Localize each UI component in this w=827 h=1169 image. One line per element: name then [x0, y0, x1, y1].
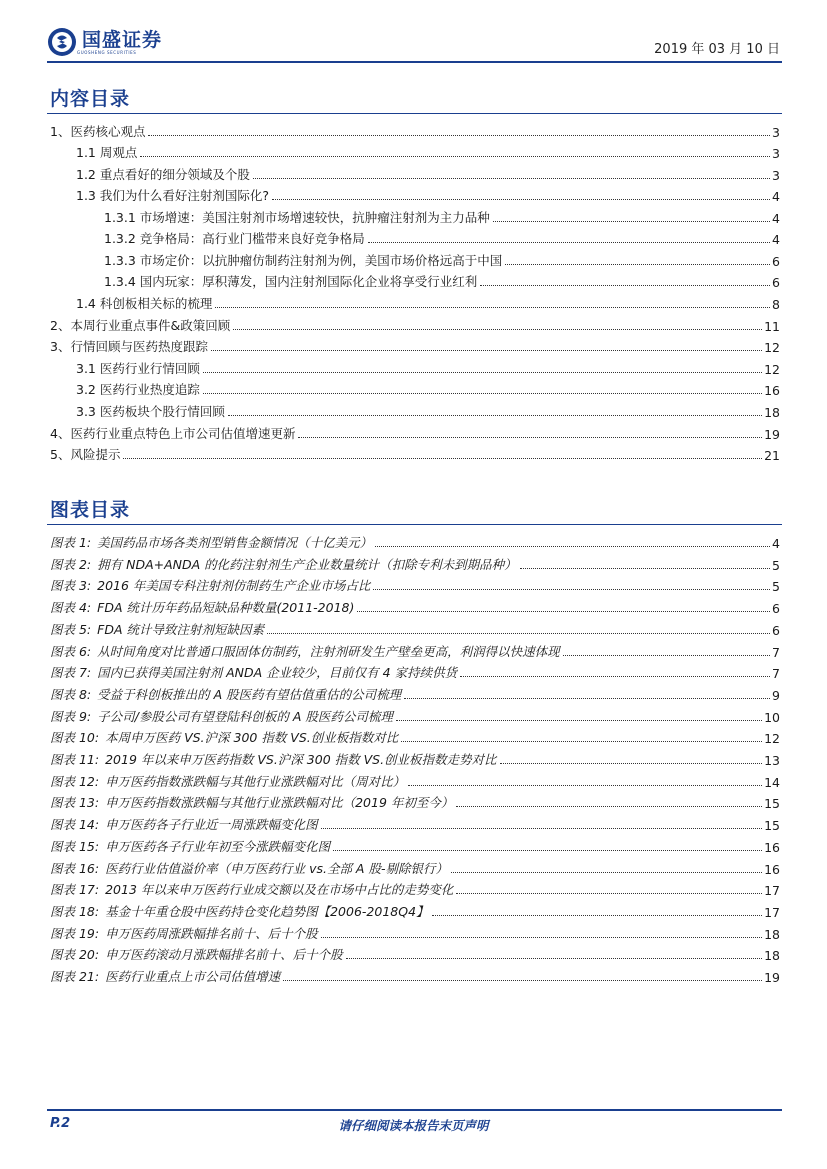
figure-leader-dots [432, 915, 763, 916]
figure-entry-page: 14 [764, 775, 780, 790]
toc-entry[interactable] [76, 163, 780, 183]
figure-entry-page: 6 [772, 623, 780, 638]
figure-leader-dots [321, 828, 762, 829]
toc-entry[interactable] [50, 443, 780, 463]
figure-label: 图表 5: [50, 622, 92, 637]
figure-entry[interactable] [50, 705, 780, 725]
figure-entry[interactable] [50, 922, 780, 942]
toc-entry-page: 4 [772, 211, 780, 226]
figure-leader-dots [346, 958, 762, 959]
figure-entry-text: 国内已获得美国注射剂 ANDA 企业较少，目前仅有 4 家持续供货 [97, 665, 458, 680]
figure-entry-page: 6 [772, 601, 780, 616]
figure-label: 图表 21: [50, 969, 100, 984]
toc-entry-text: 1.3.1 市场增速：美国注射剂市场增速较快，抗肿瘤注射剂为主力品种 [104, 210, 490, 225]
toc-entry-text: 3.3 医药板块个股行情回顾 [76, 404, 225, 419]
header-divider [47, 61, 782, 63]
figure-entry-text: 从时间角度对比普通口服固体仿制药，注射剂研发生产壁垒更高，利润得以快速体现 [97, 644, 560, 659]
figure-leader-dots [456, 806, 762, 807]
toc-entry[interactable] [76, 400, 780, 420]
figure-leader-dots [401, 741, 762, 742]
figure-leader-dots [357, 611, 770, 612]
figure-entry[interactable] [50, 900, 780, 920]
toc-leader-dots [233, 329, 762, 330]
toc-entry[interactable] [76, 378, 780, 398]
figure-entry-page: 4 [772, 536, 780, 551]
toc-entry[interactable] [76, 141, 780, 161]
figure-entry[interactable] [50, 640, 780, 660]
toc-entry-text: 2、本周行业重点事件&政策回顾 [50, 318, 231, 333]
figure-entry-page: 18 [764, 948, 780, 963]
toc-entry-text: 1.3 我们为什么看好注射剂国际化? [76, 188, 269, 203]
figure-label: 图表 1: [50, 535, 92, 550]
figure-entry-text: 本周申万医药 VS.沪深 300 指数 VS.创业板指数对比 [105, 730, 399, 745]
figure-entry-page: 18 [764, 927, 780, 942]
toc-entry-page: 12 [764, 340, 780, 355]
figure-entry-text: 申万医药滚动月涨跌幅排名前十、后十个股 [105, 947, 343, 962]
figure-entry[interactable] [50, 596, 780, 616]
figure-label: 图表 9: [50, 709, 92, 724]
toc-entry[interactable] [50, 314, 780, 334]
footer-divider [47, 1109, 782, 1111]
figure-entry[interactable] [50, 835, 780, 855]
figure-label: 图表 3: [50, 578, 92, 593]
figure-leader-dots [333, 850, 762, 851]
figure-entry[interactable] [50, 965, 780, 985]
toc-entry-text: 3.2 医药行业热度追踪 [76, 382, 200, 397]
figure-entry-text: FDA 统计导致注射剂短缺因素 [97, 622, 264, 637]
toc-entry[interactable] [50, 335, 780, 355]
logo-name: 国盛证券 [82, 28, 163, 51]
toc-entry[interactable] [50, 120, 780, 140]
figure-entry[interactable] [50, 553, 780, 573]
toc-leader-dots [228, 415, 762, 416]
figure-label: 图表 15: [50, 839, 100, 854]
figure-label: 图表 16: [50, 861, 100, 876]
page-header [47, 25, 782, 61]
toc-entry-page: 3 [772, 168, 780, 183]
toc-entry-page: 8 [772, 297, 780, 312]
toc-entry[interactable] [76, 184, 780, 204]
figure-entry-page: 9 [772, 688, 780, 703]
figure-entry-text: 2016 年美国专科注射剂仿制药生产企业市场占比 [97, 578, 371, 593]
figure-leader-dots [396, 720, 762, 721]
figure-entry[interactable] [50, 683, 780, 703]
toc-entry[interactable] [50, 422, 780, 442]
figure-entry-text: 2019 年以来申万医药指数 VS.沪深 300 指数 VS.创业板指数走势对比 [105, 752, 497, 767]
figure-label: 图表 6: [50, 644, 92, 659]
figure-label: 图表 17: [50, 882, 100, 897]
figure-entry-page: 16 [764, 840, 780, 855]
toc-entry[interactable] [76, 357, 780, 377]
toc-leader-dots [480, 285, 770, 286]
figure-leader-dots [375, 546, 770, 547]
figure-entry[interactable] [50, 791, 780, 811]
figure-entry-page: 5 [772, 579, 780, 594]
toc-leader-dots [253, 178, 770, 179]
toc-leader-dots [272, 199, 770, 200]
toc-entry-text: 1.2 重点看好的细分领域及个股 [76, 167, 250, 182]
company-logo [47, 27, 162, 57]
figure-entry-text: 拥有 NDA+ANDA 的化药注射剂生产企业数量统计（扣除专利未到期品种） [97, 557, 517, 572]
toc-leader-dots [203, 372, 762, 373]
toc-entry-page: 21 [764, 448, 780, 463]
figure-entry-page: 5 [772, 558, 780, 573]
figure-entry-text: 医药行业重点上市公司估值增速 [105, 969, 281, 984]
figure-leader-dots [283, 980, 762, 981]
toc-entry-text: 1、医药核心观点 [50, 124, 146, 139]
figure-leader-dots [451, 872, 762, 873]
toc-leader-dots [148, 135, 770, 136]
toc-entry-text: 1.4 科创板相关标的梳理 [76, 296, 213, 311]
figure-label: 图表 20: [50, 947, 100, 962]
figure-entry-text: 申万医药各子行业年初至今涨跌幅变化图 [105, 839, 331, 854]
report-date: 2019 年 03 月 10 日 [654, 42, 780, 57]
figure-entry[interactable] [50, 726, 780, 746]
figure-label: 图表 2: [50, 557, 92, 572]
toc-entry-page: 18 [764, 405, 780, 420]
figure-label: 图表 8: [50, 687, 92, 702]
toc-entry-text: 1.3.4 国内玩家：厚积薄发，国内注射剂国际化企业将享受行业红利 [104, 274, 478, 289]
toc-leader-dots [368, 242, 770, 243]
toc-entry-text: 1.3.2 竞争格局：高行业门槛带来良好竞争格局 [104, 231, 365, 246]
toc-entry[interactable] [104, 206, 780, 226]
figure-entry-page: 17 [764, 905, 780, 920]
figure-entry[interactable] [50, 661, 780, 681]
logo-icon [47, 27, 77, 57]
figure-leader-dots [408, 785, 762, 786]
figure-entry-text: 子公司/参股公司有望登陆科创板的 A 股医药公司梳理 [97, 709, 393, 724]
toc-entry-text: 4、医药行业重点特色上市公司估值增速更新 [50, 426, 296, 441]
toc-entry-text: 3.1 医药行业行情回顾 [76, 361, 200, 376]
figure-label: 图表 18: [50, 904, 100, 919]
toc-entry[interactable] [104, 227, 780, 247]
figure-label: 图表 4: [50, 600, 92, 615]
figure-leader-dots [321, 937, 762, 938]
toc-entry-page: 6 [772, 275, 780, 290]
figure-entry-text: 基金十年重仓股中医药持仓变化趋势图【2006-2018Q4】 [105, 904, 429, 919]
figure-entry-page: 15 [764, 818, 780, 833]
page-number: P.2 [50, 1116, 71, 1131]
figure-label: 图表 11: [50, 752, 100, 767]
figure-leader-dots [456, 893, 762, 894]
figure-entry-page: 7 [772, 666, 780, 681]
toc-entry-page: 4 [772, 189, 780, 204]
disclaimer-note: 请仔细阅读本报告末页声明 [338, 1118, 489, 1133]
figure-entry-page: 16 [764, 862, 780, 877]
toc-entry-page: 11 [764, 319, 780, 334]
toc-entry-text: 3、行情回顾与医药热度跟踪 [50, 339, 208, 354]
toc-entry-page: 12 [764, 362, 780, 377]
toc-entry-text: 1.3.3 市场定价：以抗肿瘤仿制药注射剂为例，美国市场价格远高于中国 [104, 253, 503, 268]
figure-label: 图表 12: [50, 774, 100, 789]
figure-entry-text: 2013 年以来申万医药行业成交额以及在市场中占比的走势变化 [105, 882, 454, 897]
figure-entry-text: 申万医药指数涨跌幅与其他行业涨跌幅对比（周对比） [105, 774, 406, 789]
toc-entry[interactable] [104, 270, 780, 290]
figure-label: 图表 14: [50, 817, 100, 832]
figure-entry-text: 美国药品市场各类剂型销售金额情况（十亿美元） [97, 535, 373, 550]
figure-entry-text: FDA 统计历年药品短缺品种数量(2011-2018) [97, 600, 355, 615]
toc-leader-dots [140, 156, 770, 157]
toc-title: 内容目录 [50, 88, 131, 110]
toc-leader-dots [298, 437, 762, 438]
figure-entry-text: 申万医药指数涨跌幅与其他行业涨跌幅对比（2019 年初至今） [105, 795, 454, 810]
figure-entry[interactable] [50, 618, 780, 638]
toc-leader-dots [123, 458, 762, 459]
toc-leader-dots [493, 221, 770, 222]
figure-entry[interactable] [50, 574, 780, 594]
figure-entry[interactable] [50, 943, 780, 963]
figure-entry-page: 17 [764, 883, 780, 898]
figure-entry-page: 15 [764, 796, 780, 811]
figure-leader-dots [563, 655, 770, 656]
figure-entry[interactable] [50, 857, 780, 877]
toc-title-divider [47, 113, 782, 114]
logo-subtext: GUOSHENG SECURITIES [77, 49, 137, 55]
figure-label: 图表 10: [50, 730, 100, 745]
figure-entry[interactable] [50, 531, 780, 551]
figure-leader-dots [267, 633, 770, 634]
toc-entry-page: 16 [764, 383, 780, 398]
figure-entry[interactable] [50, 748, 780, 768]
figure-label: 图表 13: [50, 795, 100, 810]
figure-leader-dots [404, 698, 770, 699]
figure-leader-dots [460, 676, 770, 677]
figure-entry-page: 13 [764, 753, 780, 768]
toc-entry-page: 19 [764, 427, 780, 442]
figure-entry[interactable] [50, 813, 780, 833]
figure-leader-dots [520, 568, 770, 569]
toc-entry-text: 5、风险提示 [50, 447, 121, 462]
figure-label: 图表 19: [50, 926, 100, 941]
toc-entry-page: 3 [772, 146, 780, 161]
toc-entry-page: 3 [772, 125, 780, 140]
toc-entry[interactable] [76, 292, 780, 312]
toc-entry-page: 4 [772, 232, 780, 247]
toc-entry[interactable] [104, 249, 780, 269]
figures-title-divider [47, 524, 782, 525]
figure-entry[interactable] [50, 878, 780, 898]
figure-entry-text: 申万医药各子行业近一周涨跌幅变化图 [105, 817, 318, 832]
figure-leader-dots [373, 589, 770, 590]
figure-entry-text: 申万医药周涨跌幅排名前十、后十个股 [105, 926, 318, 941]
figures-title: 图表目录 [50, 499, 131, 521]
toc-leader-dots [505, 264, 770, 265]
figure-entry-text: 医药行业估值溢价率（申万医药行业 vs.全部 A 股-剔除银行） [105, 861, 448, 876]
figure-entry[interactable] [50, 770, 780, 790]
figure-label: 图表 7: [50, 665, 92, 680]
figure-entry-text: 受益于科创板推出的 A 股医药有望估值重估的公司梳理 [97, 687, 402, 702]
figure-entry-page: 10 [764, 710, 780, 725]
toc-leader-dots [215, 307, 770, 308]
figure-entry-page: 12 [764, 731, 780, 746]
toc-leader-dots [211, 350, 762, 351]
figure-leader-dots [500, 763, 763, 764]
figure-entry-page: 7 [772, 645, 780, 660]
toc-leader-dots [203, 393, 762, 394]
figure-entry-page: 19 [764, 970, 780, 985]
toc-entry-text: 1.1 周观点 [76, 145, 138, 160]
toc-entry-page: 6 [772, 254, 780, 269]
